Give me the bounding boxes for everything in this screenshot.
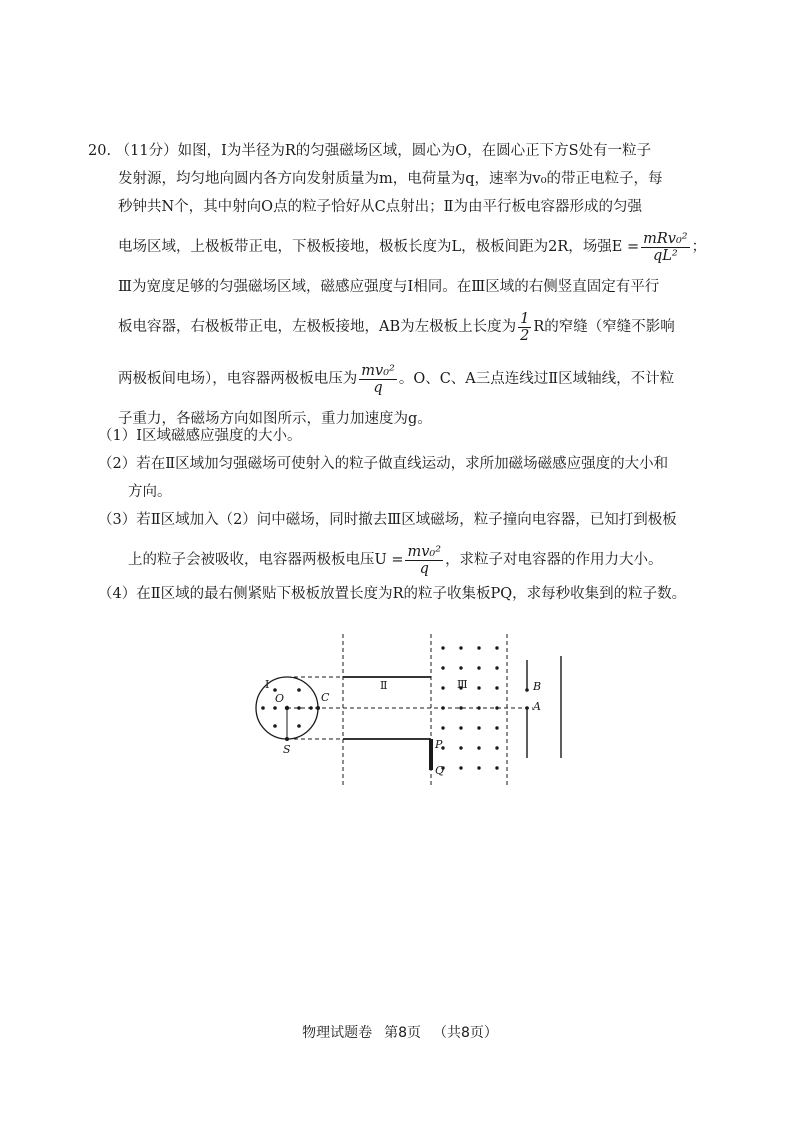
subquestion-3 — [98, 506, 738, 586]
field-dot — [477, 646, 480, 649]
question-line — [88, 137, 728, 165]
region-3-label: Ⅲ — [457, 678, 468, 691]
field-dot — [459, 726, 462, 729]
voltage-u-fraction — [405, 544, 443, 577]
physics-diagram — [245, 628, 585, 798]
field-dot — [495, 666, 498, 669]
subquestion-4 — [98, 580, 738, 608]
question-text: R的窄缝（窄缝不影响 — [533, 319, 675, 335]
fraction-numerator: mv₀² — [361, 362, 395, 379]
collector-plate-pq — [429, 739, 433, 770]
field-dot — [441, 646, 444, 649]
footer-page: 第8页 — [384, 1025, 421, 1041]
question-20 — [88, 137, 728, 433]
slit-length-fraction — [518, 311, 531, 344]
region-1-field-dots — [261, 688, 320, 741]
field-dot — [297, 688, 301, 692]
point-s-dot — [285, 737, 289, 741]
footer-total: （共8页） — [433, 1025, 498, 1041]
question-line: Ⅲ为宽度足够的匀强磁场区域，磁感应强度与Ⅰ相同。在Ⅲ区域的右侧竖直固定有平行 — [118, 279, 660, 295]
subquestion-text-part: ，求粒子对电容器的作用力大小。 — [445, 552, 663, 568]
point-s-label: S — [283, 743, 291, 756]
field-dot — [316, 706, 320, 710]
field-dot — [477, 746, 480, 749]
field-dot — [495, 706, 498, 709]
point-b-label: B — [533, 680, 542, 693]
region-1-label: Ⅰ — [265, 678, 270, 691]
region-2-label: Ⅱ — [380, 679, 388, 692]
question-line — [88, 221, 728, 273]
field-dot — [459, 746, 462, 749]
field-dot — [441, 706, 444, 709]
field-strength-fraction — [641, 231, 689, 264]
field-dot — [459, 646, 462, 649]
point-b-dot — [525, 688, 529, 692]
field-dot — [297, 724, 301, 728]
subquestion-text: （2）若在Ⅱ区域加匀强磁场可使射入的粒子做直线运动，求所加磁场磁感应强度的大小和 — [98, 456, 669, 472]
fraction-denominator: qL² — [653, 247, 678, 264]
fraction-denominator: 2 — [520, 327, 530, 344]
question-text: 两极板间电场），电容器两极板电压为 — [118, 371, 358, 387]
field-dot — [495, 766, 498, 769]
question-text: 。O、C、A三点连线过Ⅱ区域轴线，不计粒 — [398, 371, 675, 387]
question-line: 发射源，均匀地向圆内各方向发射质量为m，电荷量为q，速率为v₀的带正电粒子，每 — [118, 171, 663, 187]
question-line — [88, 353, 728, 405]
question-number: 20. — [88, 143, 112, 159]
footer-title: 物理试题卷 — [302, 1025, 373, 1041]
page-footer — [0, 1022, 800, 1042]
point-p-label: P — [435, 738, 443, 751]
fraction-denominator: q — [419, 560, 429, 577]
field-dot — [441, 686, 444, 689]
field-dot — [441, 666, 444, 669]
field-dot — [459, 666, 462, 669]
point-a-dot — [525, 706, 529, 710]
question-text: 如图，Ⅰ为半径为R的匀强磁场区域，圆心为O，在圆心正下方S处有一粒子 — [177, 143, 652, 159]
subquestion-2 — [98, 450, 738, 506]
field-dot — [459, 766, 462, 769]
field-dot — [285, 706, 289, 710]
field-dot — [477, 686, 480, 689]
field-dot — [273, 706, 277, 710]
question-text: 电场区域，上极板带正电，下极板接地，极板长度为L，极板间距为2R，场强E = — [118, 239, 640, 255]
field-dot — [297, 706, 301, 710]
fraction-numerator: mv₀² — [407, 543, 442, 560]
field-dot — [495, 646, 498, 649]
point-q-label: Q — [435, 764, 445, 777]
field-dot — [495, 726, 498, 729]
question-text: 板电容器，右极板带正电，左极板接地，AB为左极板上长度为 — [118, 319, 517, 335]
question-line — [88, 301, 728, 353]
field-dot — [261, 706, 265, 710]
field-dot — [477, 766, 480, 769]
point-c-label: C — [321, 691, 330, 704]
point-o-label: O — [275, 692, 285, 705]
question-text: ； — [691, 239, 707, 255]
point-a-label: A — [533, 700, 541, 713]
field-dot — [477, 726, 480, 729]
field-dot — [477, 706, 480, 709]
subquestion-1 — [98, 422, 738, 450]
field-dot — [477, 666, 480, 669]
field-dot — [273, 724, 277, 728]
fraction-numerator: mRv₀² — [643, 230, 688, 247]
subquestion-text-part: 上的粒子会被吸收，电容器两极板电压U = — [128, 552, 404, 568]
fraction-denominator: q — [373, 379, 383, 396]
field-dot — [309, 706, 313, 710]
subquestion-text: （3）若Ⅱ区域加入（2）问中磁场，同时撤去Ⅲ区域磁场，粒子撞向电容器，已知打到极板 — [98, 512, 677, 528]
question-line: 秒钟共N个，其中射向O点的粒子恰好从C点射出；Ⅱ为由平行板电容器形成的匀强 — [118, 199, 643, 215]
subquestion-text: （1）Ⅰ区域磁感应强度的大小。 — [98, 428, 302, 444]
voltage-fraction — [359, 363, 397, 396]
fraction-numerator: 1 — [520, 310, 530, 327]
field-dot — [459, 706, 462, 709]
field-dot — [495, 746, 498, 749]
field-dot — [495, 686, 498, 689]
subquestion-text — [98, 534, 738, 586]
subquestion-text: （4）在Ⅱ区域的最右侧紧贴下极板放置长度为R的粒子收集板PQ，求每秒收集到的粒子数。 — [98, 586, 687, 602]
subquestion-text: 方向。 — [128, 484, 172, 500]
question-points: （11分） — [115, 143, 178, 159]
field-dot — [441, 726, 444, 729]
question-line: 子重力，各磁场方向如图所示，重力加速度为g。 — [118, 411, 432, 427]
